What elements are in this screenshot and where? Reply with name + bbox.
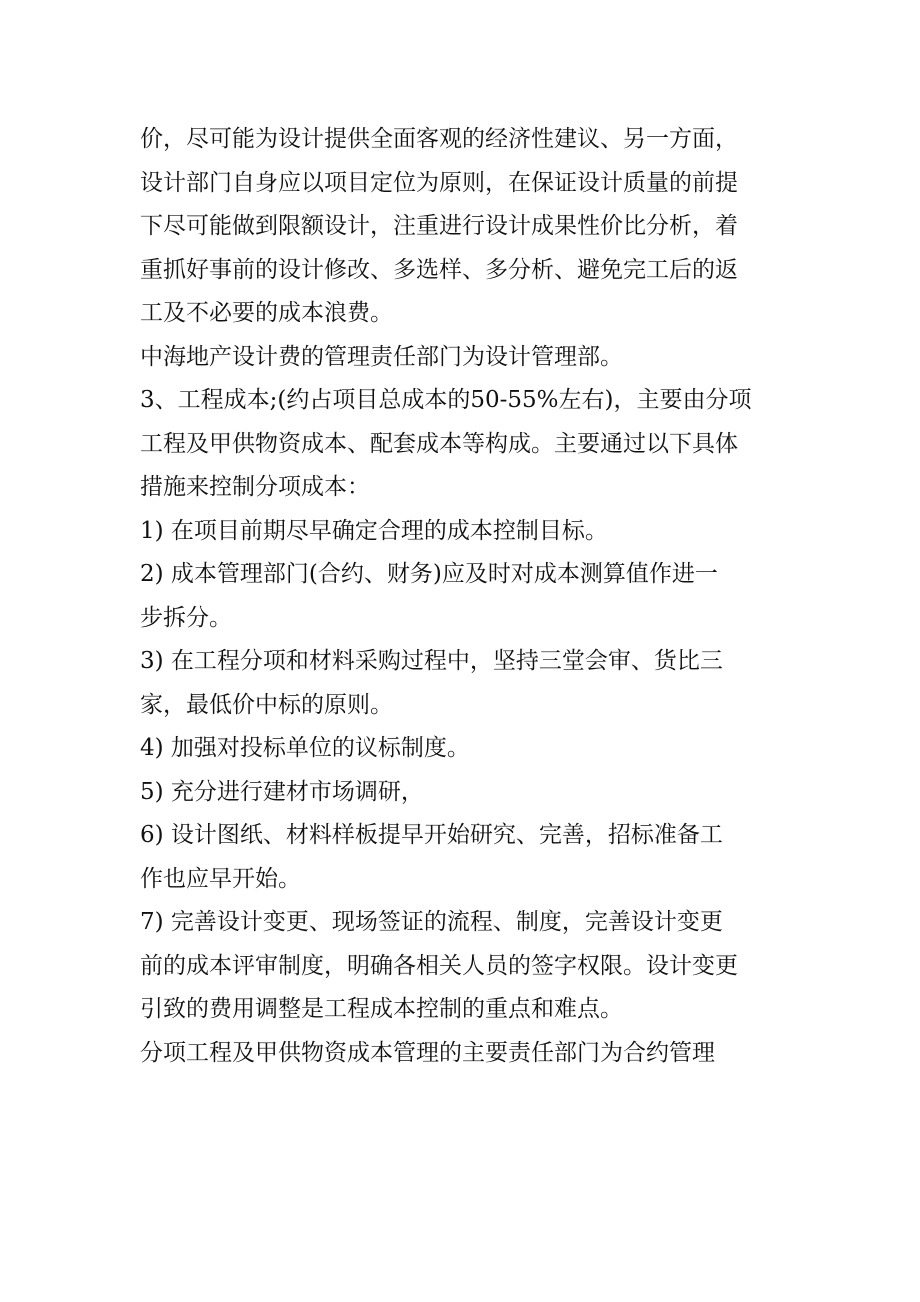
text-line: 3、工程成本;(约占项目总成本的50-55%左右)，主要由分项 (140, 387, 752, 413)
text-line: 引致的费用调整是工程成本控制的重点和难点。 (140, 996, 623, 1022)
text-line: 分项工程及甲供物资成本管理的主要责任部门为合约管理 (140, 1039, 715, 1066)
text-line: 步拆分。 (140, 604, 232, 631)
text-line: 下尽可能做到限额设计，注重进行设计成果性价比分析，着 (140, 213, 738, 239)
text-line: 措施来控制分项成本： (140, 474, 370, 500)
text-line: 工程及甲供物资成本、配套成本等构成。主要通过以下具体 (140, 430, 738, 457)
list-item: 2) 成本管理部门(合约、财务)应及时对成本测算值作进一 (140, 561, 718, 587)
text-line: 作也应早开始。 (140, 865, 301, 892)
list-item: 4) 加强对投标单位的议标制度。 (140, 735, 470, 761)
text-line: 前的成本评审制度，明确各相关人员的签字权限。设计变更 (140, 952, 738, 979)
document-body (140, 118, 790, 1075)
text-line: 设计部门自身应以项目定位为原则，在保证设计质量的前提 (140, 169, 738, 196)
list-item: 5) 充分进行建材市场调研， (140, 778, 424, 805)
text-line: 工及不必要的成本浪费。 (140, 300, 393, 326)
list-item: 6) 设计图纸、材料样板提早开始研究、完善，招标准备工 (140, 822, 723, 848)
text-line: 家，最低价中标的原则。 (140, 691, 393, 718)
text-line: 中海地产设计费的管理责任部门为设计管理部。 (140, 343, 623, 370)
text-line: 价，尽可能为设计提供全面客观的经济性建议、另一方面， (140, 126, 738, 152)
list-item: 1) 在项目前期尽早确定合理的成本控制目标。 (140, 517, 608, 544)
list-item: 3) 在工程分项和材料采购过程中，坚持三堂会审、货比三 (140, 648, 723, 674)
text-line: 重抓好事前的设计修改、多选样、多分析、避免完工后的返 (140, 256, 738, 283)
list-item: 7) 完善设计变更、现场签证的流程、制度，完善设计变更 (140, 909, 723, 935)
